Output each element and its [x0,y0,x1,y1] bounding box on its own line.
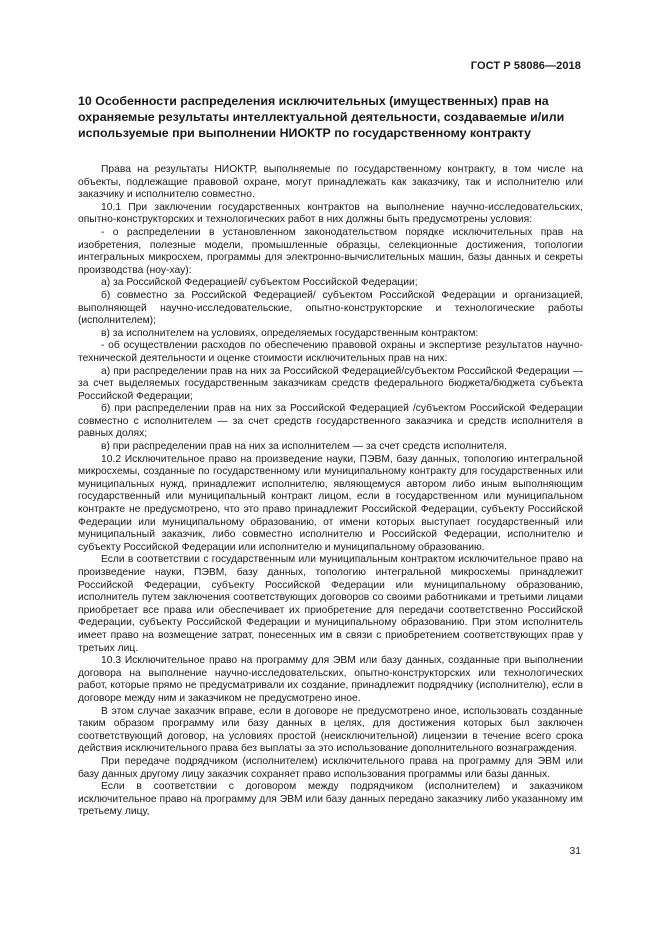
paragraph: Если в соответствии с государственным или муниципальным контрактом исключительное право на произведение науки, ПЭВМ, базу данных, топологию интегральной микросхемы принадлежит Российской Федерации, субъекту Российской Федерации или муниципальному образованию, исполнитель путем заключения соответствующих договоров со своими работниками и третьими лицами приобретает все права или обеспечивает их приобретение для передачи соответственно Российской Федерации, субъекту Российской Федерации и муниципальному образованию. При этом исполнитель имеет право на возмещение затрат, понесенных им в связи с приобретением соответствующих прав у третьих лиц. [78,554,583,654]
paragraph: Права на результаты НИОКТР, выполняемые по государственному контракту, в том числе на объекты, подлежащие правовой охране, могут принадлежать как заказчику, так и исполнителю или заказчику и исполнителю совместно. [78,164,583,201]
paragraph: б) при распределении прав на них за Российской Федерацией /субъектом Российской Федерации совместно с исполнителем — за счет средств государственного заказчика и средств исполнителя в равных долях; [78,403,583,440]
paragraph: б) совместно за Российской Федерацией/ субъектом Российской Федерации и организацией, выполняющей научно-исследовательские, опытно-конструкторские и технологические работы (исполнителем); [78,289,583,327]
paragraph: 10.3 Исключительное право на программу для ЭВМ или базу данных, созданные при выполнении договора на выполнение научно-исследовательских, опытно-конструкторских или технологических работ, которые прямо не предусматривали их создание, принадлежит подрядчику (исполнителю), если в договоре между ним и заказчиком не предусмотрено иное. [78,655,583,704]
paragraph: - о распределении в установленном законодательством порядке исключительных прав на изобретения, полезные модели, промышленные образцы, селекционные достижения, топологии интегральных микросхем, программы для электронно-вычислительных машин, базы данных и секреты производства (ноу-хау): [78,226,583,276]
paragraph: 10.1 При заключении государственных контрактов на выполнение научно-исследовательских, опытно-конструкторских и технологических работ в них должны быть предусмотрены условия: [78,201,583,226]
paragraph: 10.2 Исключительное право на произведение науки, ПЭВМ, базу данных, топологию интегральной микросхемы, созданные по государственному или муниципальному контракту для государственных или муниципальных нужд, принадлежит исполнителю, являющемуся автором либо иным выполняющим государственный или муниципальный контракт лицом, если в государственном или муниципальном контракте не предусмотрено, что это право принадлежит Российской Федерации, субъекту Российской Федерации или муниципальному образованию, от имени которых выступает государственный или муниципальный заказчик, либо совместно исполнителю и Российской Федерации, исполнителю и субъекту Российской Федерации или исполнителю и муниципальному образованию. [78,453,583,553]
paragraph: а) за Российской Федерацией/ субъектом Российской Федерации; [101,277,418,289]
paragraph: в) за исполнителем на условиях, определяемых государственным контрактом: [101,327,479,339]
paragraph: - об осуществлении расходов по обеспечению правовой охраны и экспертизе результатов научно-технической деятельности и оценке стоимости исключительных прав на них: [78,340,583,364]
paragraph: При передаче подрядчиком (исполнителем) исключительного права на программу для ЭВМ или базу данных другому лицу заказчик сохраняет право использования программы или базы данных. [78,755,583,780]
standard-designation: ГОСТ Р 58086—2018 [470,60,581,72]
page-number: 31 [569,846,581,857]
paragraph: в) при распределении прав на них за исполнителем — за счет средств исполнителя. [101,441,507,453]
paragraph: Если в соответствии с договором между подрядчиком (исполнителем) и заказчиком исключительное право на программу для ЭВМ или базу данных передано заказчику либо указанному им третьему лицу, [78,781,583,818]
paragraph: В этом случае заказчик вправе, если в договоре не предусмотрено иное, использовать созданные таким образом программу или базу данных в целях, для достижения которых был заключен соответствующий договор, на условиях простой (неисключительной) лицензии в течение всего срока действия исключительного права без выплаты за это использование дополнительного вознаграждения. [78,705,583,755]
body-text [78,164,583,819]
paragraph: а) при распределении прав на них за Российской Федерацией/субъектом Российской Федерации — за счет выделяемых государственным заказчикам средств федерального бюджета/бюджета субъекта Российской Федерации; [78,365,583,402]
section-heading: 10 Особенности распределения исключительных (имущественных) прав на охраняемые результаты интеллектуальной деятельности, создаваемые и/или используемые при выполнении НИОКТР по государственному контракту [78,94,565,140]
